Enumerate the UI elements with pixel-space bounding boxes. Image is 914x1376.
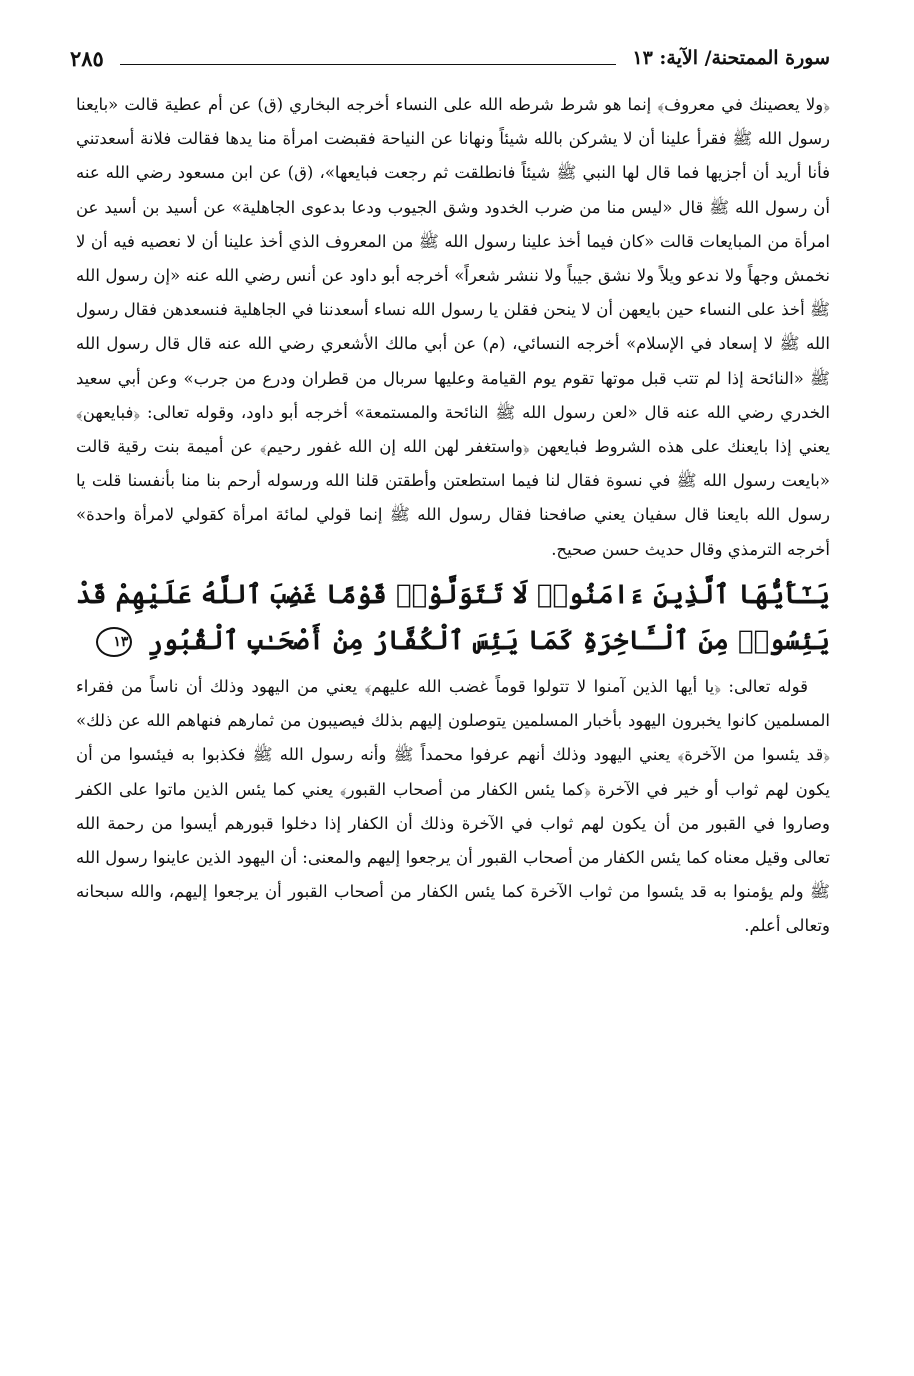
- header-rule: [120, 64, 617, 65]
- quran-verse: [76, 572, 830, 664]
- verse-text: يَـٰٓأَيُّهَا ٱلَّذِينَ ءَامَنُوا۟ لَا تَتَوَلَّوْا۟ قَوْمًا غَضِبَ ٱللَّهُ عَلَيْهِمْ قَدْ يَئِسُوا۟ مِنَ ٱلْـَٔاخِرَةِ كَمَا يَئِسَ ٱلْكُفَّارُ مِنْ أَصْحَـٰبِ ٱلْقُبُورِ: [76, 580, 830, 656]
- ayah-number: ١٣: [113, 634, 129, 650]
- hadith-paragraph: ﴿ولا يعصينك في معروف﴾ إنما هو شرط شرطه الله على النساء أخرجه البخاري (ق) عن أم عطية قالت «بايعنا رسول الله ﷺ فقرأ علينا أن لا يشركن بالله شيئاً ونهانا عن النياحة فقبضت امرأة منا يدها فقالت فلانة أسعدتني فأنا أريد أن أجزيها فما قال لها النبي ﷺ شيئاً فانطلقت ثم رجعت فبايعها»، (ق) عن ابن مسعود رضي الله عنه أن رسول الله ﷺ قال «ليس منا من ضرب الخدود وشق الجيوب ودعا بدعوى الجاهلية» عن أسيد بن أسيد عن امرأة من المبايعات قالت «كان فيما أخذ علينا رسول الله ﷺ من المعروف الذي أخذ علينا أن لا نعصيه فيه أن لا نخمش وجهاً ولا ندعو ويلاً ولا نشق جيباً ولا ننشر شعراً» أخرجه أبو داود عن أنس رضي الله عنه «إن رسول الله ﷺ أخذ على النساء حين بايعهن أن لا ينحن فقلن يا رسول الله نساء أسعدننا في الجاهلية فنسعدهن فقال رسول الله ﷺ لا إسعاد في الإسلام» أخرجه النسائي، (م) عن أبي مالك الأشعري رضي الله عنه قال قال رسول الله ﷺ «النائحة إذا لم تتب قبل موتها تقوم يوم القيامة وعليها سربال من قطران ودرع من جرب» وعن أبي سعيد الخدري رضي الله عنه قال «لعن رسول الله ﷺ النائحة والمستمعة» أخرجه أبو داود، وقوله تعالى: ﴿فبايعهن﴾ يعني إذا بايعنك على هذه الشروط فبايعهن ﴿واستغفر لهن الله إن الله غفور رحيم﴾ عن أميمة بنت رقية قالت «بايعت رسول الله ﷺ في نسوة فقال لنا فيما استطعتن وأطقتن قلنا الله ورسوله أرحم بنا منا بأنفسنا قلت يا رسول الله بايعنا قال سفيان يعني صافحنا فقال رسول الله ﷺ إنما قولي لمائة امرأة كقولي لامرأة واحدة» أخرجه الترمذي وقال حديث حسن صحيح.: [76, 95, 830, 559]
- tafsir-section: [76, 670, 830, 944]
- ayah-number-marker: [96, 627, 132, 657]
- hadith-commentary-section: [76, 88, 830, 567]
- surah-title: سورة الممتحنة/ الآية: ١٣: [632, 47, 830, 69]
- tafsir-paragraph: قوله تعالى: ﴿يا أيها الذين آمنوا لا تتولوا قوماً غضب الله عليهم﴾ يعني من اليهود وذلك أن ناساً من فقراء المسلمين كانوا يخبرون اليهود بأخبار المسلمين يتوصلون إليهم بذلك فيصيبون من ثمارهم فنهاهم الله عن ذلك» ﴿قد يئسوا من الآخرة﴾ يعني اليهود وذلك أنهم عرفوا محمداً ﷺ وأنه رسول الله ﷺ فكذبوا به فيئسوا من أن يكون لهم ثواب أو خير في الآخرة ﴿كما يئس الكفار من أصحاب القبور﴾ يعني كما يئس الذين ماتوا على الكفر وصاروا في القبور من أن يكون لهم ثواب في الآخرة وذلك أن الكفار إذا دخلوا قبورهم أيسوا من رحمة الله تعالى وقيل معناه كما يئس الكفار من أصحاب القبور أن يرجعوا إليهم والمعنى: أن اليهود الذين عاينوا رسول الله ﷺ ولم يؤمنوا به قد يئسوا من ثواب الآخرة كما يئس الكفار من أصحاب القبور أن يرجعوا إليهم، والله سبحانه وتعالى أعلم.: [76, 677, 830, 936]
- page-number: ٢٨٥: [70, 45, 104, 71]
- running-header: [70, 40, 830, 76]
